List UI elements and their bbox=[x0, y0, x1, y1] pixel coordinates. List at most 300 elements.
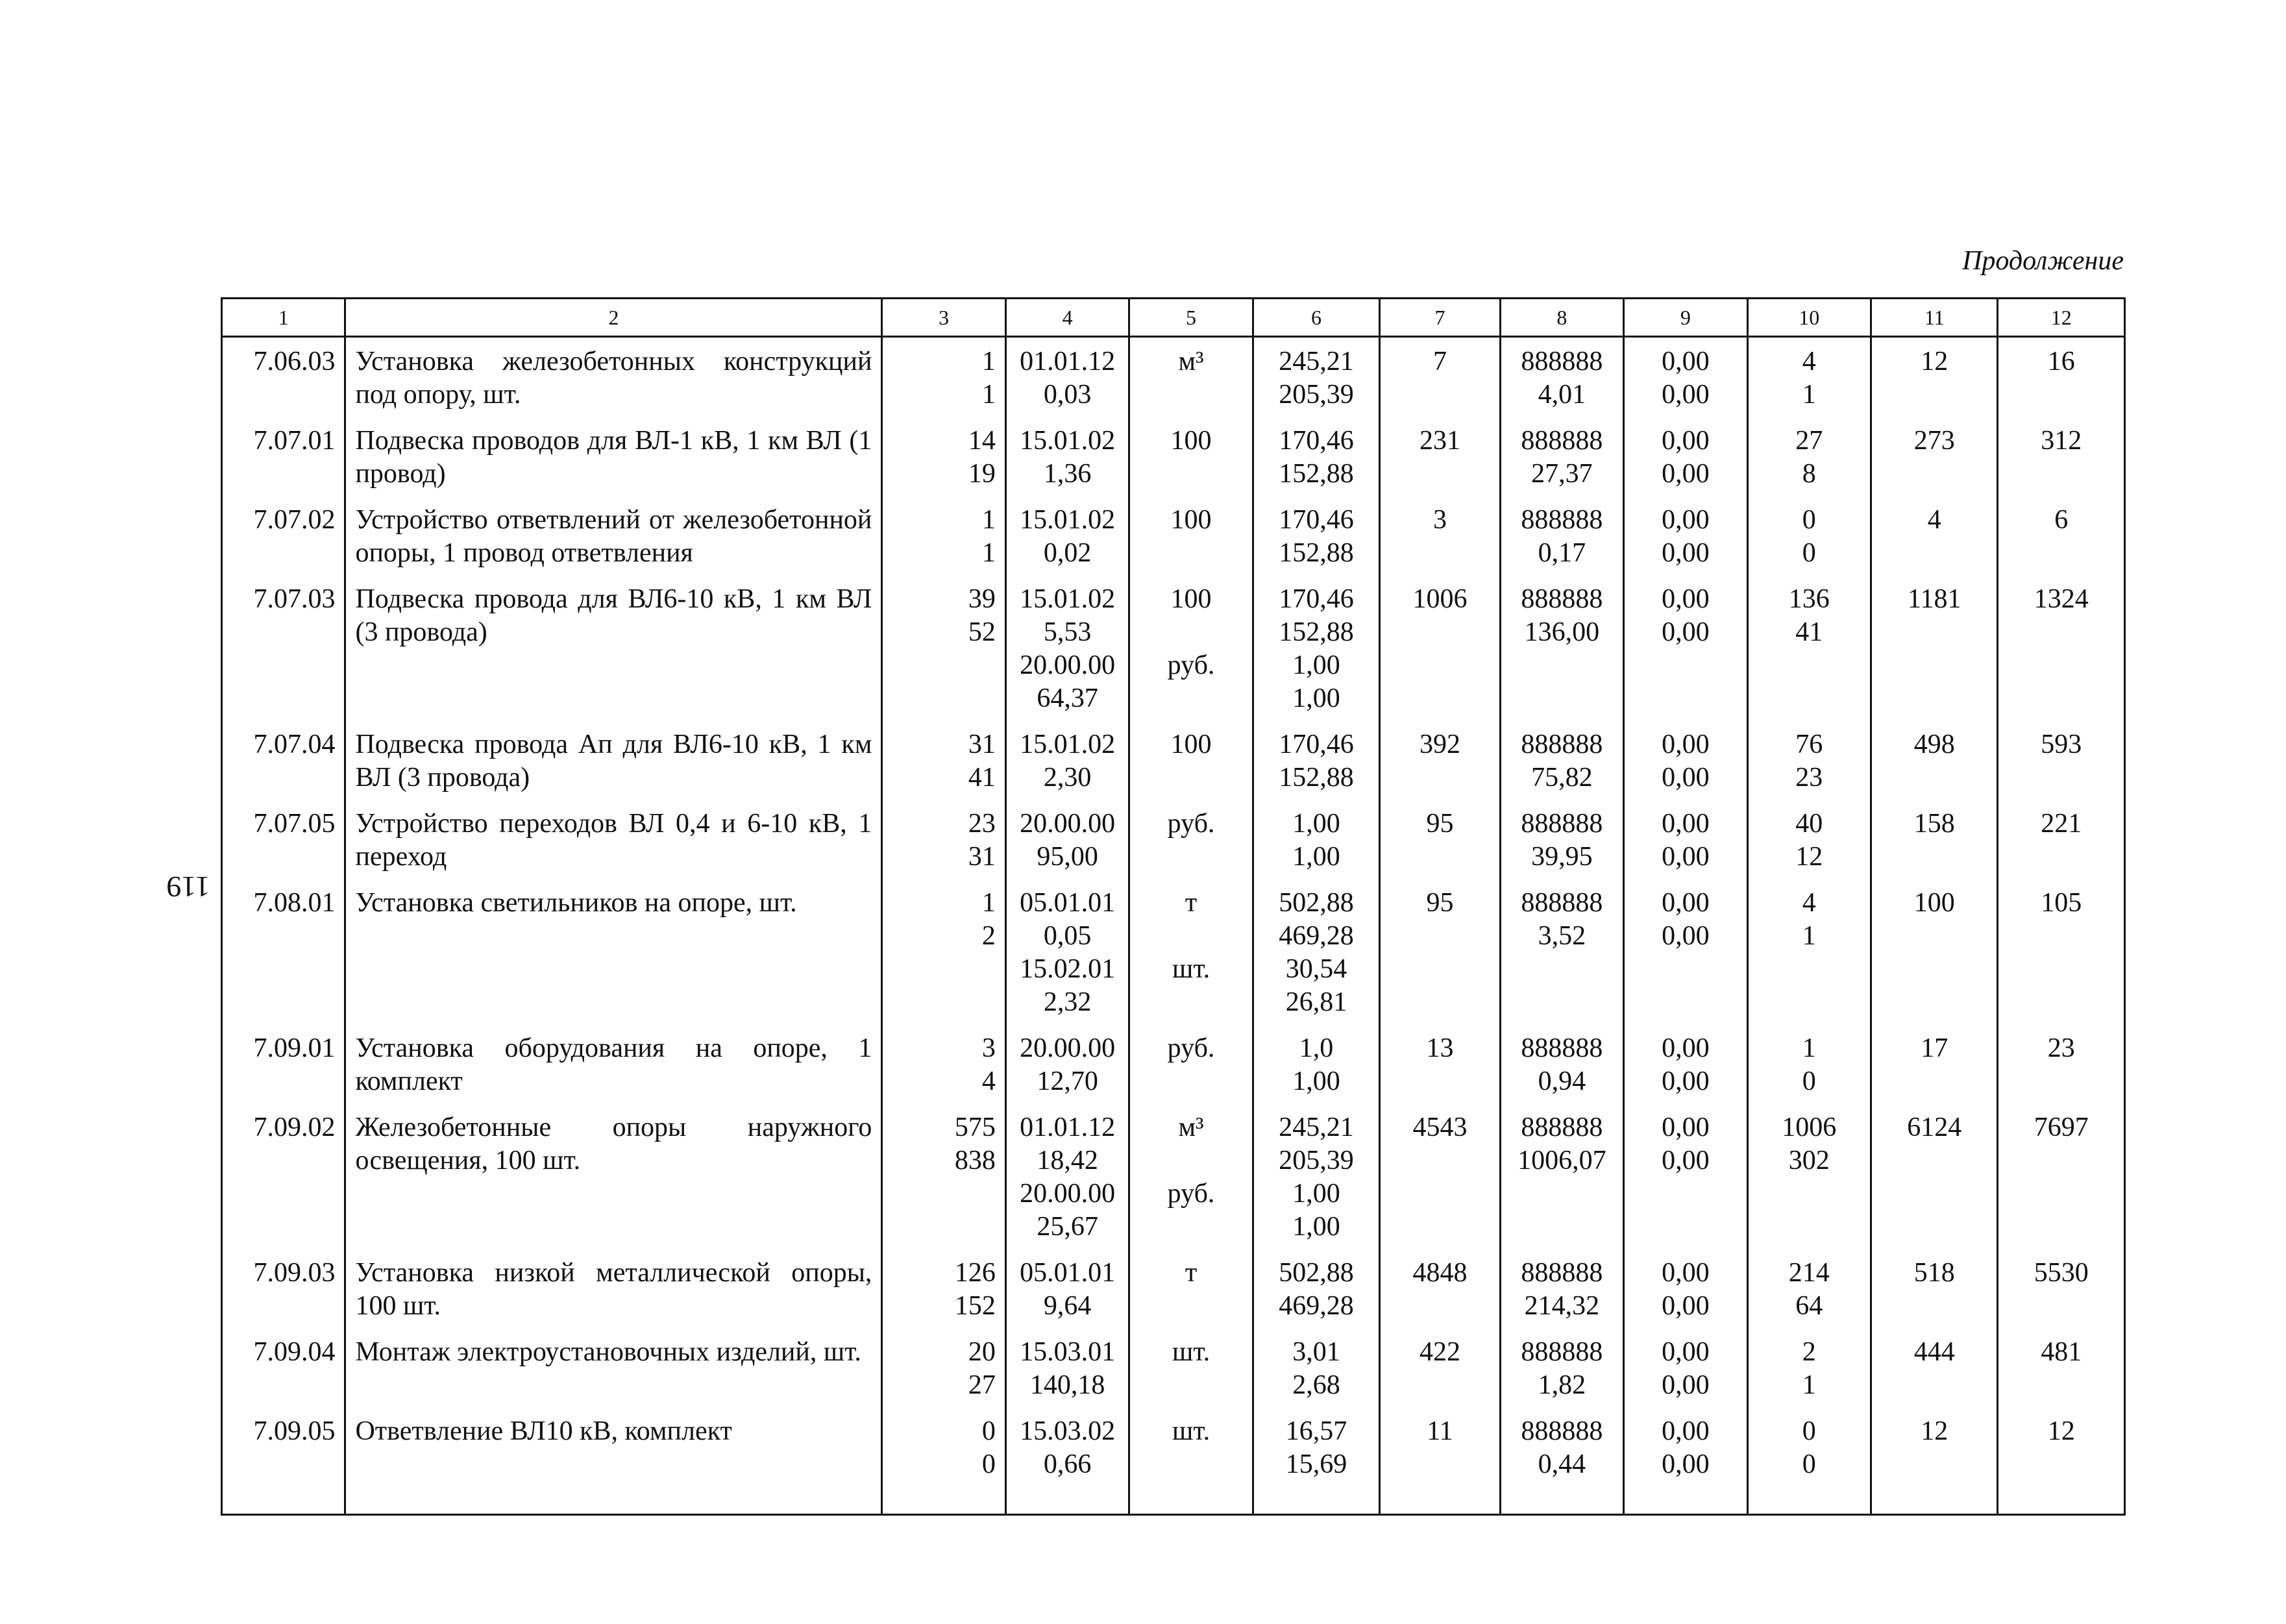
col-5 bbox=[1129, 800, 1253, 879]
col-7 bbox=[1380, 417, 1500, 496]
col-7 bbox=[1380, 720, 1500, 800]
col-5 bbox=[1129, 337, 1253, 417]
cell-line: 76 bbox=[1795, 730, 1823, 759]
cell-line: 0,02 bbox=[1043, 538, 1092, 568]
cell-line: 170,46 bbox=[1279, 584, 1354, 614]
col-11 bbox=[1871, 496, 1998, 575]
cell-line: 0,00 bbox=[1662, 730, 1710, 759]
cell-line: 4 bbox=[981, 1066, 996, 1096]
cell-value: 6124 bbox=[1907, 1113, 1962, 1142]
cell-line: 245,21 bbox=[1279, 347, 1354, 376]
col-10 bbox=[1747, 337, 1871, 417]
col-4 bbox=[1005, 575, 1129, 720]
col-4 bbox=[1005, 417, 1129, 496]
col-11 bbox=[1871, 337, 1998, 417]
row-code bbox=[222, 879, 345, 1024]
col-12 bbox=[1998, 417, 2125, 496]
cell-line: 1 bbox=[981, 380, 996, 410]
col-8 bbox=[1500, 1328, 1623, 1407]
cell-line: 0,00 bbox=[1662, 1337, 1710, 1367]
col-12 bbox=[1998, 1103, 2125, 1249]
col-3 bbox=[882, 1103, 1005, 1249]
cell-line: 100 bbox=[1170, 426, 1212, 456]
cell-line: 888888 bbox=[1521, 730, 1603, 759]
cell-value: 1324 bbox=[2034, 584, 2089, 614]
cell-line: 888888 bbox=[1521, 809, 1603, 839]
cell-line: 0,00 bbox=[1662, 888, 1710, 918]
row-code bbox=[222, 1407, 345, 1515]
cell-line: 64,37 bbox=[1037, 683, 1098, 713]
cell-line: 75,82 bbox=[1531, 763, 1593, 793]
cell-value: 7.07.01 bbox=[253, 426, 336, 456]
cell-line: 23 bbox=[1795, 763, 1823, 793]
col-6 bbox=[1253, 800, 1379, 879]
cell-line: 0,00 bbox=[1662, 459, 1710, 489]
cell-line: 16,57 bbox=[1285, 1416, 1347, 1446]
table-row bbox=[222, 1103, 2125, 1249]
cell-line bbox=[1139, 1144, 1242, 1177]
cell-line: 12,70 bbox=[1037, 1066, 1098, 1096]
cell-line: 0 bbox=[1802, 1066, 1816, 1096]
cell-line: 0,00 bbox=[1662, 380, 1710, 410]
cell-line: 27 bbox=[1795, 426, 1823, 456]
cell-line: 136 bbox=[1788, 584, 1830, 614]
cell-value: 4 bbox=[1927, 505, 1941, 535]
col-7 bbox=[1380, 575, 1500, 720]
cell-line: 888888 bbox=[1521, 1416, 1603, 1446]
col-10 bbox=[1747, 720, 1871, 800]
cell-line: 126 bbox=[954, 1258, 996, 1288]
cell-line: шт. bbox=[1172, 1337, 1211, 1367]
cell-value: 11 bbox=[1427, 1416, 1453, 1446]
cell-line: руб. bbox=[1167, 809, 1215, 839]
cell-line: 152,88 bbox=[1279, 459, 1354, 489]
cell-line: 39 bbox=[968, 584, 996, 614]
col-5 bbox=[1129, 879, 1253, 1024]
cell-line: 205,39 bbox=[1279, 1146, 1354, 1175]
continuation-label: Продолжение bbox=[1962, 246, 2124, 276]
col-5 bbox=[1129, 720, 1253, 800]
cell-line: 0 bbox=[1802, 1416, 1816, 1446]
cell-line: 64 bbox=[1795, 1291, 1823, 1321]
col-10 bbox=[1747, 1328, 1871, 1407]
col-4 bbox=[1005, 1024, 1129, 1103]
cell-line: 1 bbox=[1802, 380, 1816, 410]
cell-line: 245,21 bbox=[1279, 1113, 1354, 1142]
col-9 bbox=[1624, 496, 1747, 575]
cell-line: 05.01.01 bbox=[1020, 1258, 1116, 1288]
cell-value: 95 bbox=[1426, 888, 1454, 918]
cell-line: шт. bbox=[1172, 954, 1211, 984]
cell-line: 20.00.00 bbox=[1020, 1033, 1116, 1063]
col-12 bbox=[1998, 879, 2125, 1024]
cell-line: 01.01.12 bbox=[1020, 1113, 1116, 1142]
cell-line: 27 bbox=[968, 1370, 996, 1400]
column-header: 8 bbox=[1500, 299, 1623, 337]
col-3 bbox=[882, 337, 1005, 417]
row-name bbox=[345, 720, 882, 800]
col-6 bbox=[1253, 1103, 1379, 1249]
work-description: Подвеска провода для ВЛ6-10 кВ, 1 км ВЛ (3 провода) bbox=[355, 584, 872, 647]
cell-line: 0,00 bbox=[1662, 1291, 1710, 1321]
col-9 bbox=[1624, 1328, 1747, 1407]
cell-line: 502,88 bbox=[1279, 1258, 1354, 1288]
cell-line: 0,00 bbox=[1662, 617, 1710, 647]
col-4 bbox=[1005, 879, 1129, 1024]
col-10 bbox=[1747, 879, 1871, 1024]
cell-line: 205,39 bbox=[1279, 380, 1354, 410]
column-header: 6 bbox=[1253, 299, 1379, 337]
cell-line: 0,00 bbox=[1662, 809, 1710, 839]
col-11 bbox=[1871, 417, 1998, 496]
cell-value: 105 bbox=[2041, 888, 2082, 918]
col-8 bbox=[1500, 337, 1623, 417]
cell-line: 1,00 bbox=[1292, 1066, 1340, 1096]
cell-line: 1,0 bbox=[1299, 1033, 1334, 1063]
col-11 bbox=[1871, 1249, 1998, 1328]
column-header: 12 bbox=[1998, 299, 2125, 337]
cell-line: 0,00 bbox=[1662, 1033, 1710, 1063]
cell-line: 05.01.01 bbox=[1020, 888, 1116, 918]
work-description: Устройство ответвлений от железобетонной опоры, 1 провод ответвления bbox=[355, 505, 872, 568]
col-10 bbox=[1747, 1024, 1871, 1103]
table-row bbox=[222, 720, 2125, 800]
cell-value: 7.09.02 bbox=[253, 1113, 336, 1142]
cell-line: 1 bbox=[981, 347, 996, 376]
column-header: 5 bbox=[1129, 299, 1253, 337]
cell-line: 0,66 bbox=[1043, 1449, 1092, 1479]
column-header: 11 bbox=[1871, 299, 1998, 337]
work-description: Установка железобетонных конструкций под опору, шт. bbox=[355, 347, 872, 410]
cell-value: 7697 bbox=[2034, 1113, 2089, 1142]
col-11 bbox=[1871, 720, 1998, 800]
cell-line: 152,88 bbox=[1279, 763, 1354, 793]
col-3 bbox=[882, 575, 1005, 720]
cell-line: 41 bbox=[1795, 617, 1823, 647]
col-11 bbox=[1871, 1024, 1998, 1103]
cell-value: 158 bbox=[1913, 809, 1955, 839]
work-description: Установка оборудования на опоре, 1 комплект bbox=[355, 1033, 872, 1096]
cell-value: 7.09.01 bbox=[253, 1033, 336, 1063]
column-header: 9 bbox=[1624, 299, 1747, 337]
row-name bbox=[345, 1407, 882, 1515]
table-row bbox=[222, 1249, 2125, 1328]
cell-line: руб. bbox=[1167, 650, 1215, 680]
cell-line: 30,54 bbox=[1285, 954, 1347, 984]
table-row bbox=[222, 1328, 2125, 1407]
cell-line: 1,00 bbox=[1292, 650, 1340, 680]
row-name bbox=[345, 879, 882, 1024]
col-8 bbox=[1500, 800, 1623, 879]
col-12 bbox=[1998, 720, 2125, 800]
cell-line: 25,67 bbox=[1037, 1212, 1098, 1242]
col-10 bbox=[1747, 1407, 1871, 1515]
cell-line: 0,00 bbox=[1662, 1416, 1710, 1446]
cell-line: 888888 bbox=[1521, 347, 1603, 376]
cell-line: 1,00 bbox=[1292, 1179, 1340, 1209]
col-11 bbox=[1871, 575, 1998, 720]
col-5 bbox=[1129, 575, 1253, 720]
cell-value: 7.07.04 bbox=[253, 730, 336, 759]
cell-line: 39,95 bbox=[1531, 842, 1593, 872]
cell-line: 888888 bbox=[1521, 426, 1603, 456]
col-4 bbox=[1005, 800, 1129, 879]
cell-line: 0 bbox=[981, 1449, 996, 1479]
col-12 bbox=[1998, 575, 2125, 720]
cell-value: 7.07.03 bbox=[253, 584, 336, 614]
row-code bbox=[222, 800, 345, 879]
col-7 bbox=[1380, 496, 1500, 575]
col-5 bbox=[1129, 1328, 1253, 1407]
cell-line: 2,30 bbox=[1043, 763, 1092, 793]
table-row bbox=[222, 1407, 2125, 1515]
row-code bbox=[222, 1024, 345, 1103]
col-6 bbox=[1253, 496, 1379, 575]
cell-line: 20.00.00 bbox=[1020, 809, 1116, 839]
cell-line: 95,00 bbox=[1037, 842, 1098, 872]
cell-line: шт. bbox=[1172, 1416, 1211, 1446]
cell-line: 18,42 bbox=[1037, 1146, 1098, 1175]
cell-line: 0,00 bbox=[1662, 426, 1710, 456]
cell-line: 0,00 bbox=[1662, 921, 1710, 951]
col-11 bbox=[1871, 1328, 1998, 1407]
col-10 bbox=[1747, 496, 1871, 575]
cell-line: руб. bbox=[1167, 1033, 1215, 1063]
work-description: Устройство переходов ВЛ 0,4 и 6-10 кВ, 1 переход bbox=[355, 809, 872, 872]
column-header: 10 bbox=[1747, 299, 1871, 337]
cell-line: 41 bbox=[968, 763, 996, 793]
cell-line: 0,05 bbox=[1043, 921, 1092, 951]
row-code bbox=[222, 496, 345, 575]
cell-line: 2,32 bbox=[1043, 987, 1092, 1017]
row-code bbox=[222, 417, 345, 496]
column-header: 4 bbox=[1005, 299, 1129, 337]
cell-value: 7.09.04 bbox=[253, 1337, 336, 1367]
work-description: Подвеска провода Ап для ВЛ6-10 кВ, 1 км ВЛ (3 провода) bbox=[355, 730, 872, 793]
cell-value: 312 bbox=[2041, 426, 2082, 456]
row-code bbox=[222, 575, 345, 720]
col-7 bbox=[1380, 1249, 1500, 1328]
col-9 bbox=[1624, 800, 1747, 879]
col-7 bbox=[1380, 337, 1500, 417]
cell-value: 273 bbox=[1913, 426, 1955, 456]
col-7 bbox=[1380, 800, 1500, 879]
cell-line: 3 bbox=[981, 1033, 996, 1063]
cell-line: 3,52 bbox=[1538, 921, 1586, 951]
cell-value: 518 bbox=[1913, 1258, 1955, 1288]
work-description: Установка низкой металлической опоры, 100 шт. bbox=[355, 1258, 872, 1321]
cell-line: 575 bbox=[954, 1113, 996, 1142]
col-4 bbox=[1005, 1249, 1129, 1328]
cell-line: 302 bbox=[1788, 1146, 1830, 1175]
cell-value: 422 bbox=[1419, 1337, 1460, 1367]
col-5 bbox=[1129, 1249, 1253, 1328]
cell-line: 5,53 bbox=[1043, 617, 1092, 647]
col-9 bbox=[1624, 879, 1747, 1024]
cell-line bbox=[1139, 920, 1242, 953]
col-4 bbox=[1005, 1103, 1129, 1249]
cell-line: 1 bbox=[1802, 921, 1816, 951]
cell-value: 481 bbox=[2041, 1337, 2082, 1367]
cell-value: 444 bbox=[1913, 1337, 1955, 1367]
cell-value: 7.06.03 bbox=[253, 347, 336, 376]
col-3 bbox=[882, 1407, 1005, 1515]
col-8 bbox=[1500, 720, 1623, 800]
cell-line: 23 bbox=[968, 809, 996, 839]
cell-line: 15,69 bbox=[1285, 1449, 1347, 1479]
cell-line: 100 bbox=[1170, 584, 1212, 614]
cell-line: 4 bbox=[1802, 347, 1816, 376]
column-header: 1 bbox=[222, 299, 345, 337]
cell-value: 7.09.03 bbox=[253, 1258, 336, 1288]
cell-value: 6 bbox=[2054, 505, 2069, 535]
cell-value: 3 bbox=[1432, 505, 1447, 535]
cell-line: 0,00 bbox=[1662, 1449, 1710, 1479]
col-12 bbox=[1998, 800, 2125, 879]
cell-line: 214 bbox=[1788, 1258, 1830, 1288]
cell-line: 2,68 bbox=[1292, 1370, 1340, 1400]
table-row bbox=[222, 800, 2125, 879]
column-header: 2 bbox=[345, 299, 882, 337]
col-10 bbox=[1747, 417, 1871, 496]
col-4 bbox=[1005, 720, 1129, 800]
cell-line: 0,00 bbox=[1662, 1258, 1710, 1288]
col-6 bbox=[1253, 337, 1379, 417]
cell-line: 0,00 bbox=[1662, 1370, 1710, 1400]
table-row bbox=[222, 337, 2125, 417]
row-name bbox=[345, 1328, 882, 1407]
cell-line: 0 bbox=[981, 1416, 996, 1446]
cell-value: 498 bbox=[1913, 730, 1955, 759]
col-3 bbox=[882, 417, 1005, 496]
cell-value: 7.09.05 bbox=[253, 1416, 336, 1446]
cell-line: 1 bbox=[981, 888, 996, 918]
estimate-table bbox=[221, 297, 2126, 1516]
cell-line: 1,00 bbox=[1292, 842, 1340, 872]
col-6 bbox=[1253, 575, 1379, 720]
cell-line: 3,01 bbox=[1292, 1337, 1340, 1367]
cell-line: 0 bbox=[1802, 505, 1816, 535]
cell-line: 888888 bbox=[1521, 1113, 1603, 1142]
cell-value: 100 bbox=[1913, 888, 1955, 918]
cell-line: 31 bbox=[968, 730, 996, 759]
cell-line: 0,00 bbox=[1662, 538, 1710, 568]
col-6 bbox=[1253, 879, 1379, 1024]
col-11 bbox=[1871, 1103, 1998, 1249]
col-7 bbox=[1380, 1103, 1500, 1249]
cell-line: 152,88 bbox=[1279, 617, 1354, 647]
cell-value: 12 bbox=[1921, 1416, 1948, 1446]
cell-line: 20.00.00 bbox=[1020, 650, 1116, 680]
cell-value: 16 bbox=[2047, 347, 2075, 376]
cell-line: 0 bbox=[1802, 1449, 1816, 1479]
row-name bbox=[345, 496, 882, 575]
cell-value: 7.07.05 bbox=[253, 809, 336, 839]
cell-line: 0,03 bbox=[1043, 380, 1092, 410]
cell-line: 0,00 bbox=[1662, 763, 1710, 793]
cell-line: 888888 bbox=[1521, 505, 1603, 535]
cell-value: 4543 bbox=[1412, 1113, 1468, 1142]
row-code bbox=[222, 1103, 345, 1249]
cell-line: 152,88 bbox=[1279, 538, 1354, 568]
row-name bbox=[345, 337, 882, 417]
cell-value: 4848 bbox=[1412, 1258, 1468, 1288]
col-8 bbox=[1500, 1024, 1623, 1103]
col-6 bbox=[1253, 1407, 1379, 1515]
cell-value: 12 bbox=[2047, 1416, 2075, 1446]
cell-value: 7.07.02 bbox=[253, 505, 336, 535]
row-name bbox=[345, 575, 882, 720]
cell-line: 1006 bbox=[1782, 1113, 1837, 1142]
cell-value: 95 bbox=[1426, 809, 1454, 839]
cell-line bbox=[1139, 682, 1242, 715]
row-name bbox=[345, 800, 882, 879]
cell-value: 593 bbox=[2041, 730, 2082, 759]
table-row bbox=[222, 496, 2125, 575]
cell-line: 15.03.01 bbox=[1020, 1337, 1116, 1367]
cell-line: 01.01.12 bbox=[1020, 347, 1116, 376]
row-code bbox=[222, 1249, 345, 1328]
col-9 bbox=[1624, 417, 1747, 496]
col-3 bbox=[882, 1328, 1005, 1407]
cell-line: 469,28 bbox=[1279, 1291, 1354, 1321]
cell-line: 1 bbox=[981, 538, 996, 568]
row-name bbox=[345, 1024, 882, 1103]
col-7 bbox=[1380, 879, 1500, 1024]
column-number-row bbox=[222, 299, 2125, 337]
cell-line: 0,00 bbox=[1662, 1066, 1710, 1096]
cell-line: 152 bbox=[954, 1291, 996, 1321]
col-11 bbox=[1871, 800, 1998, 879]
table-body bbox=[222, 337, 2125, 1515]
col-6 bbox=[1253, 1249, 1379, 1328]
col-12 bbox=[1998, 1328, 2125, 1407]
col-9 bbox=[1624, 1024, 1747, 1103]
col-12 bbox=[1998, 496, 2125, 575]
col-8 bbox=[1500, 1103, 1623, 1249]
cell-line: 19 bbox=[968, 459, 996, 489]
cell-line: 469,28 bbox=[1279, 921, 1354, 951]
cell-value: 23 bbox=[2047, 1033, 2075, 1063]
cell-line: 888888 bbox=[1521, 1337, 1603, 1367]
cell-line: 40 bbox=[1795, 809, 1823, 839]
col-10 bbox=[1747, 575, 1871, 720]
cell-line: 0,00 bbox=[1662, 347, 1710, 376]
cell-line bbox=[1139, 986, 1242, 1019]
cell-value: 1181 bbox=[1908, 584, 1961, 614]
cell-line: 2 bbox=[1802, 1337, 1816, 1367]
cell-line: 1,00 bbox=[1292, 809, 1340, 839]
col-6 bbox=[1253, 417, 1379, 496]
cell-line: 0,00 bbox=[1662, 842, 1710, 872]
cell-line bbox=[1139, 1211, 1242, 1244]
cell-line: т bbox=[1185, 1258, 1198, 1288]
col-4 bbox=[1005, 496, 1129, 575]
work-description: Подвеска проводов для ВЛ-1 кВ, 1 км ВЛ (1 провод) bbox=[355, 426, 872, 489]
col-9 bbox=[1624, 575, 1747, 720]
col-12 bbox=[1998, 337, 2125, 417]
col-3 bbox=[882, 1024, 1005, 1103]
cell-line: 888888 bbox=[1521, 584, 1603, 614]
cell-line: 2 bbox=[981, 921, 996, 951]
col-3 bbox=[882, 1249, 1005, 1328]
cell-line: 20 bbox=[968, 1337, 996, 1367]
cell-line: 1 bbox=[1802, 1370, 1816, 1400]
col-7 bbox=[1380, 1407, 1500, 1515]
col-12 bbox=[1998, 1407, 2125, 1515]
cell-line: 888888 bbox=[1521, 888, 1603, 918]
row-code bbox=[222, 337, 345, 417]
